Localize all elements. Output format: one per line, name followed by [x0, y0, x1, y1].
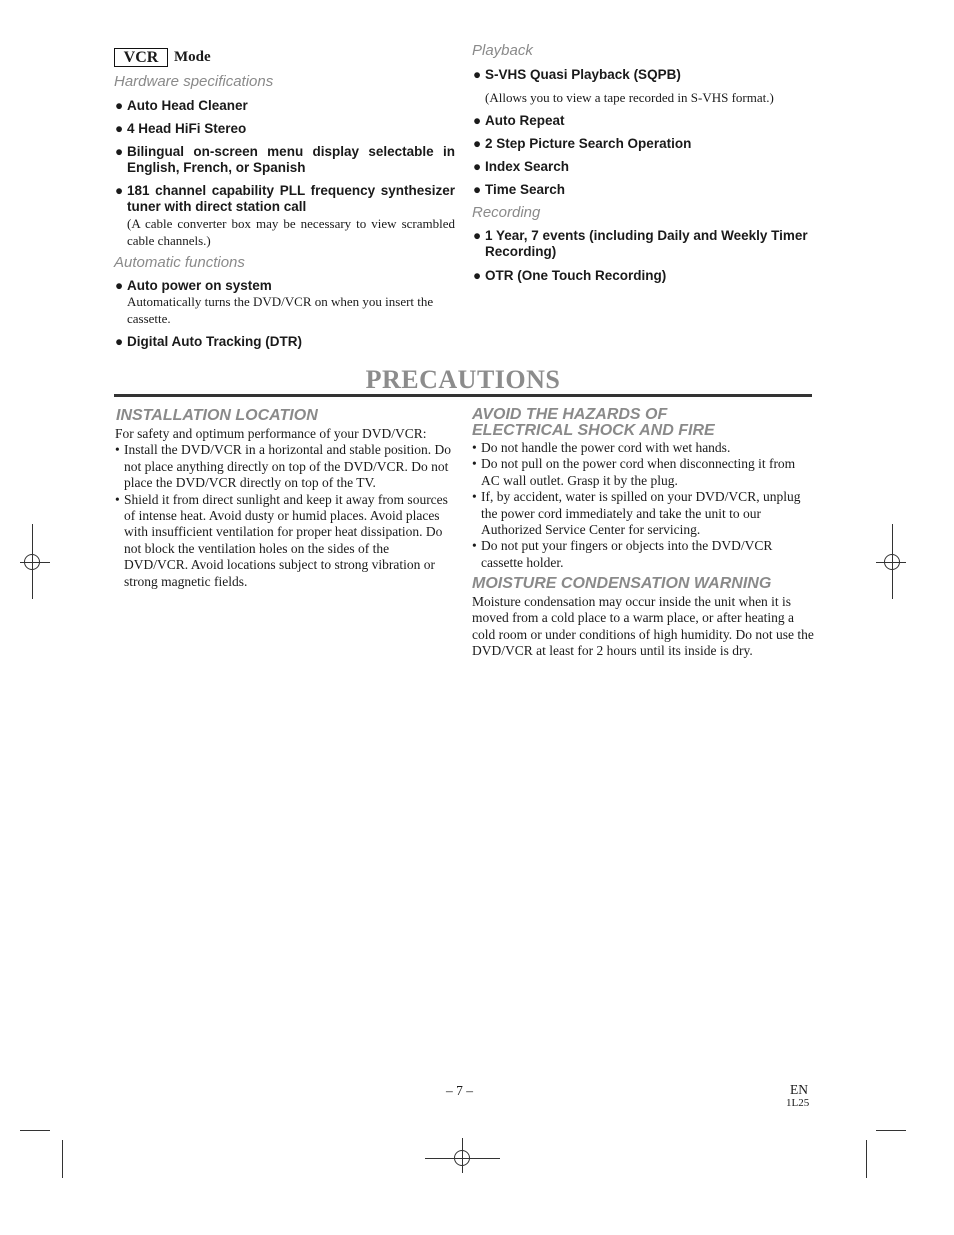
list-item: • Do not pull on the power cord when disconnecting it from AC wall outlet. Grasp it by the plug.	[472, 456, 796, 488]
svhs-note: (Allows you to view a tape recorded in S-VHS format.)	[485, 90, 774, 105]
bullet-icon: ●	[473, 113, 482, 128]
feature-digital-auto-tracking: ● Digital Auto Tracking (DTR)	[115, 334, 302, 349]
hazards-heading	[472, 407, 715, 439]
bullet-icon: ●	[473, 228, 482, 243]
bullet-icon: ●	[115, 334, 124, 349]
bullet-icon: ●	[473, 182, 482, 197]
bullet-icon: •	[472, 440, 477, 455]
feature-index-search: ● Index Search	[473, 159, 570, 174]
bullet-icon: ●	[115, 121, 124, 136]
feature-bilingual-menu: ● Bilingual on-screen menu display selectable in English, French, or Spanish	[115, 144, 455, 175]
registration-mark-left	[24, 554, 40, 570]
crop-mark-corner-br-v	[866, 1140, 867, 1178]
registration-mark-bottom	[454, 1150, 470, 1166]
list-item: • Do not put your fingers or objects into the DVD/VCR cassette holder.	[472, 538, 773, 570]
installation-intro: For safety and optimum performance of your DVD/VCR:	[115, 426, 427, 441]
bullet-icon: ●	[473, 136, 482, 151]
cable-converter-note: (A cable converter box may be necessary to view scrambled cable channels.)	[127, 216, 455, 248]
bullet-icon: ●	[473, 67, 482, 82]
precautions-divider	[114, 394, 812, 397]
auto-power-note: Automatically turns the DVD/VCR on when you insert the cassette.	[127, 294, 434, 326]
bullet-icon: ●	[115, 183, 124, 198]
bullet-icon: ●	[115, 278, 124, 293]
bullet-icon: •	[115, 491, 120, 507]
hazards-heading-line1: AVOID THE HAZARDS OF	[472, 406, 668, 423]
feature-time-search: ● Time Search	[473, 182, 566, 197]
moisture-condensation-heading: MOISTURE CONDENSATION WARNING	[472, 575, 772, 592]
hardware-specifications-heading: Hardware specifications	[114, 73, 274, 90]
mode-label: Mode	[174, 49, 211, 65]
installation-body	[115, 426, 455, 590]
document-code: 1L25	[786, 1097, 810, 1109]
bullet-icon: •	[472, 489, 477, 505]
bullet-icon: •	[115, 442, 120, 458]
recording-heading: Recording	[472, 204, 541, 221]
list-item: • Install the DVD/VCR in a horizontal and stable position. Do not place anything directly on top of the DVD/VCR. Do not place the DVD/VCR directly on top of the TV.	[115, 442, 451, 491]
bullet-icon: ●	[115, 144, 124, 159]
registration-mark-right	[884, 554, 900, 570]
bullet-icon: ●	[473, 159, 482, 174]
automatic-functions-heading: Automatic functions	[114, 254, 245, 271]
feature-181-channel: ● 181 channel capability PLL frequency synthesizer tuner with direct station call	[115, 183, 455, 214]
crop-mark-corner-bl-h	[20, 1130, 50, 1131]
feature-2-step-picture-search: ● 2 Step Picture Search Operation	[473, 136, 692, 151]
feature-auto-repeat: ● Auto Repeat	[473, 113, 565, 128]
playback-heading: Playback	[472, 42, 533, 59]
crop-mark-corner-br-h	[876, 1130, 906, 1131]
moisture-body: Moisture condensation may occur inside the unit when it is moved from a cold place to a warm place, or after heating a cold room or under conditions of high humidity. Do not use the DVD/VCR at least for 2 hours until its inside is dry.	[472, 594, 814, 659]
list-item: • If, by accident, water is spilled on your DVD/VCR, unplug the power cord immediately and take the unit to our Authorized Service Center for servicing.	[472, 489, 801, 538]
crop-mark-corner-bl-v	[62, 1140, 63, 1178]
language-code: EN	[790, 1082, 808, 1097]
list-item: • Shield it from direct sunlight and keep it away from sources of intense heat. Avoid dusty or humid places. Avoid places with insufficient ventilation for proper heat dissipation. Do not block the ventilation holes on the sides of the DVD/VCR. Avoid locations subject to strong vibration or strong magnetic fields.	[115, 491, 448, 589]
bullet-icon: ●	[115, 98, 124, 113]
page-number: – 7 –	[446, 1083, 473, 1098]
vcr-mode-badge: VCR	[114, 48, 168, 67]
feature-auto-head-cleaner: ● Auto Head Cleaner	[115, 98, 248, 113]
bullet-icon: •	[472, 538, 477, 554]
list-item: • Do not handle the power cord with wet hands.	[472, 440, 731, 455]
bullet-icon: •	[472, 456, 477, 472]
feature-timer-recording: ● 1 Year, 7 events (including Daily and Weekly Timer Recording)	[473, 228, 808, 259]
feature-4-head-hifi: ● 4 Head HiFi Stereo	[115, 121, 247, 136]
feature-svhs-quasi-playback: ● S-VHS Quasi Playback (SQPB)	[473, 67, 681, 82]
feature-auto-power-on: ● Auto power on system	[115, 278, 272, 293]
hazards-heading-line2: ELECTRICAL SHOCK AND FIRE	[472, 422, 715, 439]
bullet-icon: ●	[473, 268, 482, 283]
feature-one-touch-recording: ● OTR (One Touch Recording)	[473, 268, 667, 283]
installation-location-heading: INSTALLATION LOCATION	[116, 407, 318, 424]
precautions-title: PRECAUTIONS	[365, 365, 561, 394]
hazards-body	[472, 440, 814, 571]
